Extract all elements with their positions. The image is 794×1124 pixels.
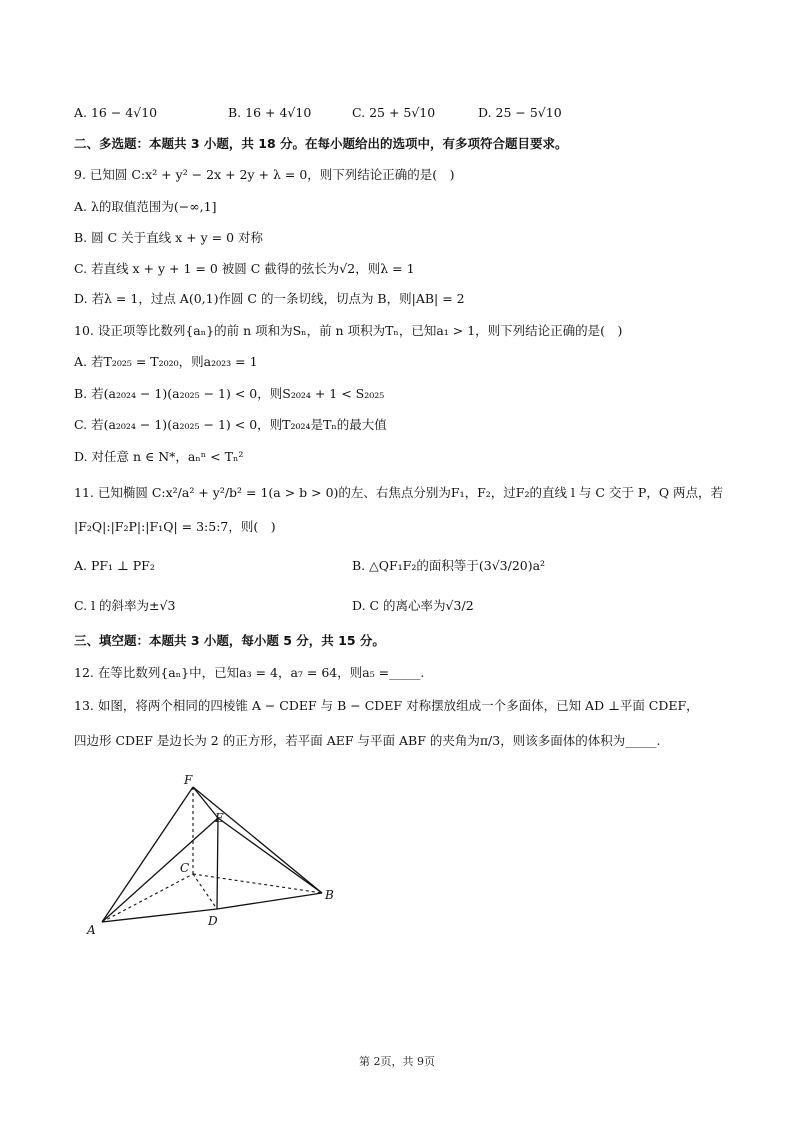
vertex-label-b: B xyxy=(325,888,334,902)
edge-af xyxy=(102,787,193,922)
vertex-label-e: E xyxy=(215,811,224,825)
q9-option-c: C. 若直线 x + y + 1 = 0 被圆 C 截得的弦长为√2，则λ = 1 xyxy=(74,261,415,276)
q11-option-b: B. △QF₁F₂的面积等于(3√3/20)a² xyxy=(352,558,546,573)
page-footer: 第 2页，共 9页 xyxy=(359,1055,435,1068)
section-2-title: 二、多选题：本题共 3 小题，共 18 分。在每小题给出的选项中，有多项符合题目要求。 xyxy=(74,136,568,151)
q9-option-a: A. λ的取值范围为(−∞,1] xyxy=(74,199,217,214)
q10-option-a: A. 若T₂₀₂₅ = T₂₀₂₀，则a₂₀₂₃ = 1 xyxy=(74,354,258,369)
q8-option-a: A. 16 − 4√10 xyxy=(74,105,158,120)
q11-option-a: A. PF₁ ⊥ PF₂ xyxy=(74,558,155,573)
q10-stem: 10. 设正项等比数列{aₙ}的前 n 项和为Sₙ，前 n 项积为Tₙ，已知a₁ > 1，则下列结论正确的是( ) xyxy=(74,323,623,338)
q13-line-1: 13. 如图，将两个相同的四棱锥 A − CDEF 与 B − CDEF 对称摆放组成一个多面体，已知 AD ⊥平面 CDEF， xyxy=(74,698,699,713)
q8-option-c: C. 25 + 5√10 xyxy=(352,105,436,120)
edge-cd-hidden xyxy=(193,874,217,909)
vertex-label-a: A xyxy=(87,923,96,937)
q11-option-c: C. l 的斜率为±√3 xyxy=(74,598,176,613)
polyhedron-figure xyxy=(84,772,354,942)
edge-eb xyxy=(218,818,322,893)
q10-option-d: D. 对任意 n ∈ N*，aₙⁿ < Tₙ² xyxy=(74,449,244,464)
edge-db xyxy=(217,893,322,909)
edge-ad xyxy=(102,909,217,922)
vertex-label-f: F xyxy=(184,773,193,787)
edge-ed xyxy=(217,818,218,909)
q11-stem-line-2: |F₂Q|:|F₂P|:|F₁Q| = 3:5:7，则( ) xyxy=(74,519,276,534)
vertex-label-c: C xyxy=(180,861,190,875)
edge-ae xyxy=(102,818,218,922)
q9-stem: 9. 已知圆 C:x² + y² − 2x + 2y + λ = 0，则下列结论正确的是( ) xyxy=(74,167,455,182)
q10-option-b: B. 若(a₂₀₂₄ − 1)(a₂₀₂₅ − 1) < 0，则S₂₀₂₄ + 1 < S₂₀₂₅ xyxy=(74,386,385,401)
q9-option-d: D. 若λ = 1，过点 A(0,1)作圆 C 的一条切线，切点为 B，则|AB| = 2 xyxy=(74,291,465,306)
q12-stem: 12. 在等比数列{aₙ}中，已知a₃ = 4，a₇ = 64，则a₅ =_____. xyxy=(74,665,425,680)
q11-stem-line-1: 11. 已知椭圆 C:x²/a² + y²/b² = 1(a > b > 0)的左、右焦点分别为F₁，F₂，过F₂的直线 l 与 C 交于 P，Q 两点，若 xyxy=(74,485,724,500)
section-3-title: 三、填空题：本题共 3 小题，每小题 5 分，共 15 分。 xyxy=(74,633,385,648)
q8-option-d: D. 25 − 5√10 xyxy=(478,105,562,120)
q8-option-b: B. 16 + 4√10 xyxy=(228,105,312,120)
q11-option-d: D. C 的离心率为√3/2 xyxy=(352,598,474,613)
q13-line-2: 四边形 CDEF 是边长为 2 的正方形，若平面 AEF 与平面 ABF 的夹角为π/3，则该多面体的体积为_____. xyxy=(74,733,661,748)
q9-option-b: B. 圆 C 关于直线 x + y = 0 对称 xyxy=(74,230,263,245)
vertex-label-d: D xyxy=(208,914,218,928)
q10-option-c: C. 若(a₂₀₂₄ − 1)(a₂₀₂₅ − 1) < 0，则T₂₀₂₄是Tₙ的最大值 xyxy=(74,417,387,432)
